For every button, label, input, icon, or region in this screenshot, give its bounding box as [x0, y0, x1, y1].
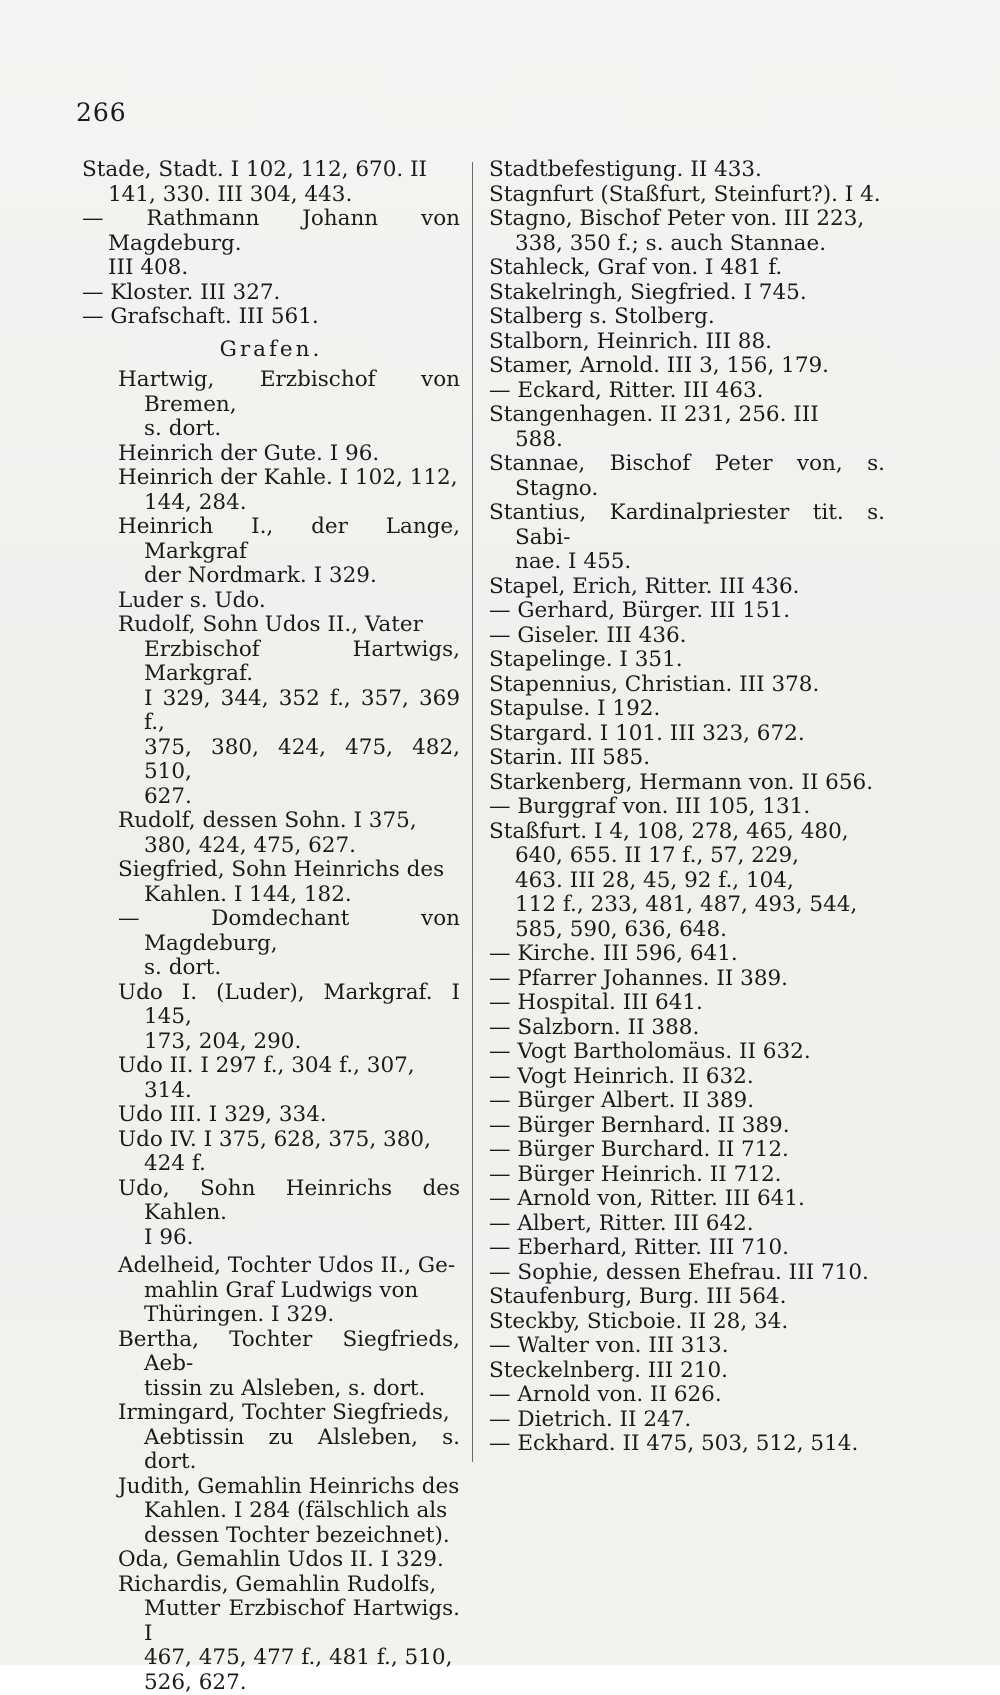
index-entry: — Eberhard, Ritter. III 710. [489, 1236, 885, 1261]
index-entry: Udo, Sohn Heinrichs des Kahlen. I 96. [82, 1177, 460, 1251]
index-entry: Stagnfurt (Staßfurt, Steinfurt?). I 4. [489, 183, 885, 208]
index-entry: — Sophie, dessen Ehefrau. III 710. [489, 1261, 885, 1286]
index-entry: — Arnold von. II 626. [489, 1383, 885, 1408]
index-entry: Stargard. I 101. III 323, 672. [489, 722, 885, 747]
index-entry: Bertha, Tochter Siegfrieds, Aeb- tissin zu Alsleben, s. dort. [82, 1328, 460, 1402]
index-entry: — Giseler. III 436. [489, 624, 885, 649]
index-entry: Stalberg s. Stolberg. [489, 305, 885, 330]
index-entry: Stangenhagen. II 231, 256. III 588. [489, 403, 885, 452]
index-entry: Stalborn, Heinrich. III 88. [489, 330, 885, 355]
index-entry: Richardis, Gemahlin Rudolfs, Mutter Erzbischof Hartwigs. I 467, 475, 477 f., 481 f., 510, 526, 627. [82, 1573, 460, 1695]
index-entry: — Vogt Bartholomäus. II 632. [489, 1040, 885, 1065]
index-entry: Judith, Gemahlin Heinrichs des Kahlen. I 284 (fälschlich als dessen Tochter bezeichnet). [82, 1475, 460, 1549]
index-entry: Rudolf, Sohn Udos II., Vater Erzbischof Hartwigs, Markgraf. I 329, 344, 352 f., 357, 369 f., 375, 380, 424, 475, 482, 510, 627. [82, 613, 460, 809]
index-entry: Stade, Stadt. I 102, 112, 670. II 141, 330. III 304, 443. [82, 158, 460, 207]
index-entry: Stagno, Bischof Peter von. III 223, 338, 350 f.; s. auch Stannae. [489, 207, 885, 256]
index-entry: — Gerhard, Bürger. III 151. [489, 599, 885, 624]
index-entry: — Bürger Heinrich. II 712. [489, 1163, 885, 1188]
index-entry: Udo II. I 297 f., 304 f., 307, 314. [82, 1054, 460, 1103]
index-entry: Stapulse. I 192. [489, 697, 885, 722]
index-entry: Udo IV. I 375, 628, 375, 380, 424 f. [82, 1128, 460, 1177]
index-entry: Stahleck, Graf von. I 481 f. [489, 256, 885, 281]
index-entry: — Grafschaft. III 561. [82, 305, 460, 330]
column-divider [472, 162, 473, 1462]
index-entry: Stamer, Arnold. III 3, 156, 179. [489, 354, 885, 379]
index-entry: Steckby, Sticboie. II 28, 34. [489, 1310, 885, 1335]
index-entry: Udo III. I 329, 334. [82, 1103, 460, 1128]
index-column-right [489, 158, 885, 1457]
index-entry: — Burggraf von. III 105, 131. [489, 795, 885, 820]
index-entry: Siegfried, Sohn Heinrichs des Kahlen. I 144, 182. [82, 858, 460, 907]
index-entry: Hartwig, Erzbischof von Bremen, s. dort. [82, 368, 460, 442]
index-entry: Staufenburg, Burg. III 564. [489, 1285, 885, 1310]
index-entry: Luder s. Udo. [82, 589, 460, 614]
index-entry: — Salzborn. II 388. [489, 1016, 885, 1041]
index-entry: — Walter von. III 313. [489, 1334, 885, 1359]
index-entry: Stapel, Erich, Ritter. III 436. [489, 575, 885, 600]
index-entry: Stapennius, Christian. III 378. [489, 673, 885, 698]
index-entry: — Albert, Ritter. III 642. [489, 1212, 885, 1237]
index-entry: Starin. III 585. [489, 746, 885, 771]
index-entry: Steckelnberg. III 210. [489, 1359, 885, 1384]
index-entry: — Domdechant von Magdeburg, s. dort. [82, 907, 460, 981]
index-entry: — Vogt Heinrich. II 632. [489, 1065, 885, 1090]
index-entry: Irmingard, Tochter Siegfrieds, Aebtissin zu Alsleben, s. dort. [82, 1401, 460, 1475]
index-entry: Stannae, Bischof Peter von, s. Stagno. [489, 452, 885, 501]
index-entry: Staßfurt. I 4, 108, 278, 465, 480, 640, 655. II 17 f., 57, 229, 463. III 28, 45, 92 f., 104, 112 f., 233, 481, 487, 493, 544, 585, 590, 636, 648. [489, 820, 885, 943]
index-column-left [82, 158, 460, 1695]
index-entry: — Kirche. III 596, 641. [489, 942, 885, 967]
index-entry: Heinrich I., der Lange, Markgraf der Nordmark. I 329. [82, 515, 460, 589]
index-entry: — Pfarrer Johannes. II 389. [489, 967, 885, 992]
index-entry: Stadtbefestigung. II 433. [489, 158, 885, 183]
index-entry: Rudolf, dessen Sohn. I 375, 380, 424, 475, 627. [82, 809, 460, 858]
index-entry: — Arnold von, Ritter. III 641. [489, 1187, 885, 1212]
index-entry: Adelheid, Tochter Udos II., Ge- mahlin Graf Ludwigs von Thüringen. I 329. [82, 1254, 460, 1328]
index-entry: — Rathmann Johann von Magdeburg. III 408. [82, 207, 460, 281]
index-entry: — Eckard, Ritter. III 463. [489, 379, 885, 404]
index-entry: — Dietrich. II 247. [489, 1408, 885, 1433]
index-entry: Stapelinge. I 351. [489, 648, 885, 673]
section-heading: Grafen. [82, 338, 460, 363]
index-entry: — Hospital. III 641. [489, 991, 885, 1016]
index-entry: Stantius, Kardinalpriester tit. s. Sabi- nae. I 455. [489, 501, 885, 575]
index-entry: Udo I. (Luder), Markgraf. I 145, 173, 204, 290. [82, 981, 460, 1055]
index-entry: — Bürger Burchard. II 712. [489, 1138, 885, 1163]
index-entry: Stakelringh, Siegfried. I 745. [489, 281, 885, 306]
index-entry: Oda, Gemahlin Udos II. I 329. [82, 1548, 460, 1573]
page-number: 266 [76, 98, 127, 127]
index-entry: Heinrich der Gute. I 96. [82, 442, 460, 467]
index-entry: Heinrich der Kahle. I 102, 112, 144, 284. [82, 466, 460, 515]
index-entry: — Bürger Bernhard. II 389. [489, 1114, 885, 1139]
index-entry: — Kloster. III 327. [82, 281, 460, 306]
index-entry: — Eckhard. II 475, 503, 512, 514. [489, 1432, 885, 1457]
index-entry: — Bürger Albert. II 389. [489, 1089, 885, 1114]
index-entry: Starkenberg, Hermann von. II 656. [489, 771, 885, 796]
